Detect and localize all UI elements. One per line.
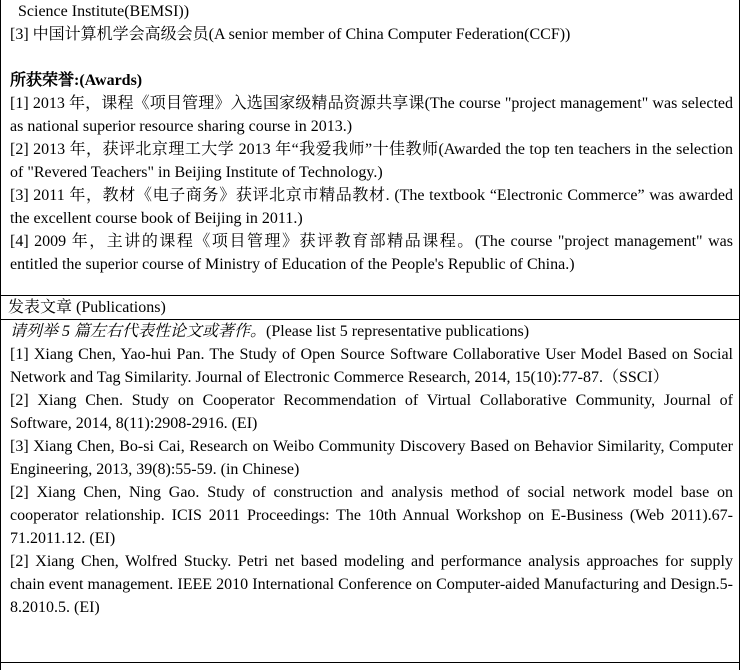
publications-cell — [1, 320, 739, 619]
table-bottom-border — [1, 662, 739, 663]
publication-item-2: [2] Xiang Chen. Study on Cooperator Recommendation of Virtual Collaborative Community, Journal of Software, 2014, 8(11):2908-2916. (EI) — [10, 392, 733, 432]
awards-cell — [1, 0, 739, 295]
publication-item-4: [2] Xiang Chen, Ning Gao. Study of construction and analysis method of social network model base on cooperator relationship. ICIS 2011 Proceedings: The 10th Annual Workshop on E-Business (Web 2011).67-71.2011.12. (EI) — [10, 484, 733, 547]
award-item-2: [2] 2013 年，获评北京理工大学 2013 年“我爱我师”十佳教师(Awarded the top ten teachers in the selection of "Revered Teachers" in Beijing Institute of Technology.) — [10, 141, 733, 181]
publication-item-1: [1] Xiang Chen, Yao-hui Pan. The Study of Open Source Software Collaborative User Model Based on Social Network and Tag Similarity. Journal of Electronic Commerce Research, 2014, 15(10):77-87.（SSCI） — [10, 346, 733, 386]
membership-continuation: Science Institute(BEMSI)) — [18, 3, 190, 20]
publication-item-5: [2] Xiang Chen, Wolfred Stucky. Petri net based modeling and performance analysis approaches for supply chain event management. IEEE 2010 International Conference on Computer-aided Manufacturing and Design.5-8.2010.5. (EI) — [10, 553, 733, 616]
award-item-1: [1] 2013 年，课程《项目管理》入选国家级精品资源共享课(The course "project management" was selected as national superior resource sharing course in 2013.) — [10, 95, 733, 135]
publications-instruction — [10, 320, 733, 343]
award-item-3: [3] 2011 年，教材《电子商务》获评北京市精品教材. (The textbook “Electronic Commerce” was awarded the excellent course book of Beijing in 2011.) — [10, 187, 733, 227]
instruction-en: (Please list 5 representative publications) — [266, 323, 530, 340]
membership-item-3: [3] 中国计算机学会高级会员(A senior member of China Computer Federation(CCF)) — [10, 26, 571, 43]
publications-header: 发表文章 (Publications) — [1, 295, 739, 320]
blank-line — [10, 46, 733, 69]
award-item-4: [4] 2009 年，主讲的课程《项目管理》获评教育部精品课程。(The course "project management" was entitled the superior course of Ministry of Education of the People's Republic of China.) — [10, 233, 733, 273]
awards-heading: 所获荣誉:(Awards) — [10, 72, 143, 89]
instruction-cn: 请列举 5 篇左右代表性论文或著作。 — [10, 323, 267, 340]
publication-item-3: [3] Xiang Chen, Bo-si Cai, Research on Weibo Community Discovery Based on Behavior Similarity, Computer Engineering, 2013, 39(8):55-59. (in Chinese) — [10, 438, 733, 478]
